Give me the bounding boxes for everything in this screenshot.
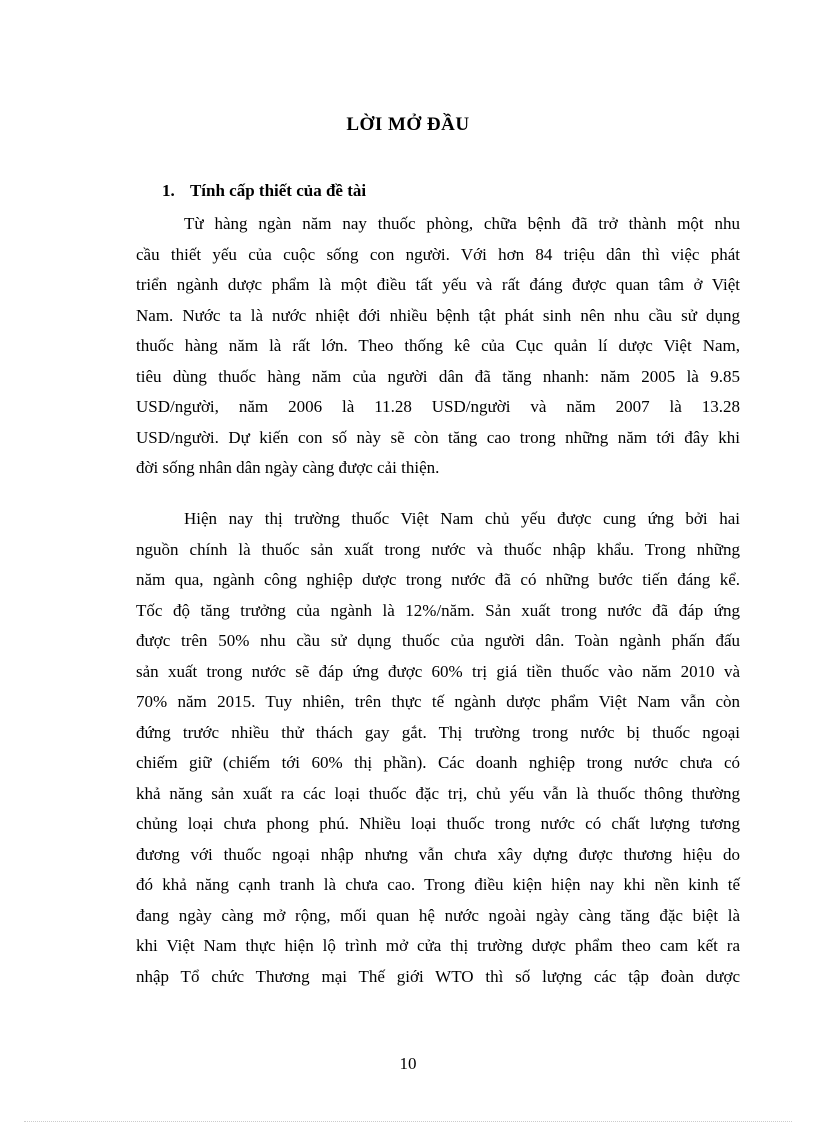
- paragraph-line: đời sống nhân dân ngày càng được cải thiện.: [136, 458, 440, 477]
- paragraph-line: Nam. Nước ta là nước nhiệt đới nhiều bệnh tật phát sinh nên nhu cầu sử dụng: [136, 305, 740, 325]
- section-heading-text: Tính cấp thiết của đề tài: [189, 181, 367, 200]
- paragraph-line: đương với thuốc ngoại nhập nhưng vẫn chưa xây dựng được thương hiệu do: [136, 844, 740, 864]
- page-number: 10: [399, 1054, 417, 1073]
- paragraph-line: chiếm giữ (chiếm tới 60% thị phần). Các doanh nghiệp trong nước chưa có: [136, 753, 740, 772]
- paragraph-line: đang ngày càng mở rộng, mối quan hệ nước ngoài ngày càng tăng đặc biệt là: [136, 905, 740, 925]
- paragraph-line: Hiện nay thị trường thuốc Việt Nam chủ yếu được cung ứng bởi hai: [184, 509, 740, 528]
- paragraph-line: nguồn chính là thuốc sản xuất trong nước và thuốc nhập khẩu. Trong những: [136, 539, 740, 559]
- paragraph-line: sản xuất trong nước sẽ đáp ứng được 60% trị giá tiền thuốc vào năm 2010 và: [136, 661, 740, 681]
- paragraph-line: khả năng sản xuất ra các loại thuốc đặc trị, chủ yếu vẫn là thuốc thông thường: [136, 783, 740, 803]
- paragraph-line: tiêu dùng thuốc hàng năm của người dân đã tăng nhanh: năm 2005 là 9.85: [136, 366, 740, 386]
- paragraph-2: [136, 504, 740, 992]
- paragraph-line: cầu thiết yếu của cuộc sống con người. Với hơn 84 triệu dân thì việc phát: [136, 244, 740, 264]
- paragraph-line: năm qua, ngành công nghiệp dược trong nước đã có những bước tiến đáng kể.: [136, 570, 740, 589]
- paragraph-line: USD/người. Dự kiến con số này sẽ còn tăng cao trong những năm tới đây khi: [136, 427, 740, 447]
- paragraph-line: được trên 50% nhu cầu sử dụng thuốc của người dân. Toàn ngành phấn đấu: [136, 631, 740, 650]
- paragraph-line: Tốc độ tăng trưởng của ngành là 12%/năm. Sản xuất trong nước đã đáp ứng: [136, 600, 740, 620]
- paragraph-line: khi Việt Nam thực hiện lộ trình mở cửa thị trường dược phẩm theo cam kết ra: [136, 936, 740, 955]
- paragraph-line: thuốc hàng năm là rất lớn. Theo thống kê của Cục quản lí dược Việt Nam,: [136, 336, 740, 355]
- paragraph-line: Từ hàng ngàn năm nay thuốc phòng, chữa bệnh đã trở thành một nhu: [184, 214, 740, 233]
- paragraph-line: nhập Tổ chức Thương mại Thế giới WTO thì số lượng các tập đoàn dược: [136, 966, 740, 986]
- paragraph-line: triển ngành dược phẩm là một điều tất yếu và rất đáng được quan tâm ở Việt: [136, 275, 740, 294]
- page-title: LỜI MỞ ĐẦU: [346, 114, 470, 135]
- footer-divider: [24, 1121, 792, 1122]
- paragraph-line: đứng trước nhiều thử thách gay gắt. Thị trường trong nước bị thuốc ngoại: [136, 722, 740, 742]
- paragraph-line: đó khả năng cạnh tranh là chưa cao. Trong điều kiện hiện nay khi nền kinh tế: [136, 875, 740, 894]
- paragraph-line: USD/người, năm 2006 là 11.28 USD/người và năm 2007 là 13.28: [136, 397, 740, 416]
- paragraph-1: [136, 209, 740, 484]
- paragraph-line: chủng loại chưa phong phú. Nhiều loại thuốc trong nước có chất lượng tương: [136, 814, 740, 833]
- paragraph-line: 70% năm 2015. Tuy nhiên, trên thực tế ngành dược phẩm Việt Nam vẫn còn: [136, 692, 740, 711]
- section-number: 1.: [162, 181, 175, 200]
- section-heading: [162, 181, 366, 201]
